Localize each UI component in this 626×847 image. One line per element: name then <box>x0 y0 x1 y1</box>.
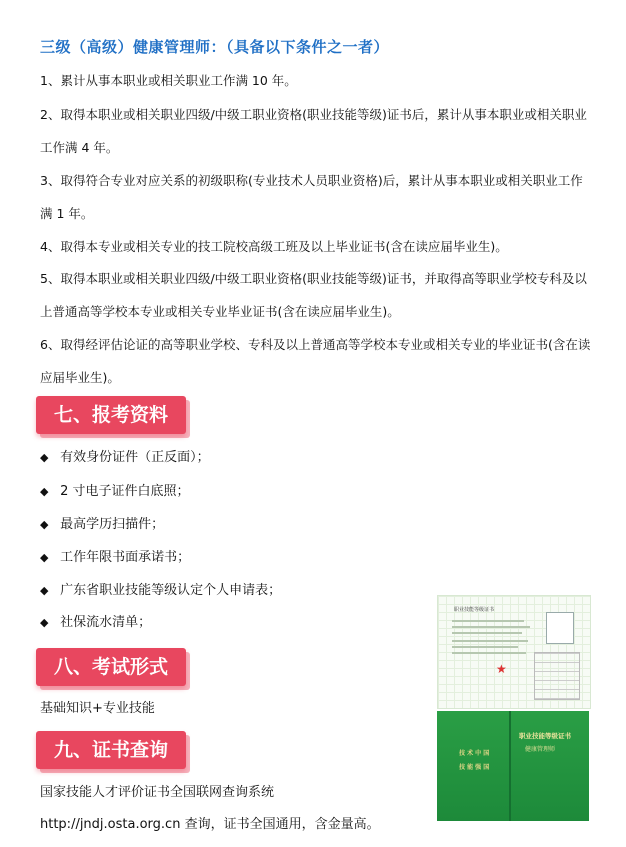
list-item: ◆ 社保流水清单； <box>40 613 151 633</box>
certificate-cover-title: 职业技能等级证书 <box>519 732 571 740</box>
list-item: ◆ 工作年限书面承诺书； <box>40 548 190 568</box>
list-item: ◆ 有效身份证件（正反面）； <box>40 448 210 468</box>
section9-banner: 九、证书查询 <box>36 731 186 769</box>
certificate-inner-image <box>437 595 591 709</box>
condition-3: 3、取得符合专业对应关系的初级职称(专业技术人员职业资格)后，累计从事本职业或相关职业工作满 1 年。 <box>40 173 583 221</box>
diamond-bullet-icon: ◆ <box>40 584 49 597</box>
condition-4: 4、取得本专业或相关专业的技工院校高级工班及以上毕业证书(含在读应届毕业生)。 <box>40 239 508 254</box>
diamond-bullet-icon: ◆ <box>40 485 49 498</box>
diamond-bullet-icon: ◆ <box>40 518 49 531</box>
condition-5: 5、取得本职业或相关职业四级/中级工职业资格(职业技能等级)证书，并取得高等职业学校专科及以上普通高等学校本专业或相关专业毕业证书(含在读应届毕业生)。 <box>40 271 587 319</box>
condition-2: 2、取得本职业或相关职业四级/中级工职业资格(职业技能等级)证书后，累计从事本职业或相关职业工作满 4 年。 <box>40 107 587 155</box>
list-item: ◆ 2 寸电子证件白底照； <box>40 482 190 502</box>
seal-star-icon: ★ <box>496 662 507 676</box>
photo-placeholder <box>546 612 574 644</box>
condition-1: 1、累计从事本职业或相关职业工作满 10 年。 <box>40 73 297 88</box>
diamond-bullet-icon: ◆ <box>40 616 49 629</box>
query-url-text: http://jndj.osta.org.cn 查询，证书全国通用，含金量高。 <box>40 817 380 832</box>
diamond-bullet-icon: ◆ <box>40 551 49 564</box>
section-heading: 三级（高级）健康管理师：（具备以下条件之一者） <box>40 38 390 56</box>
exam-format-text: 基础知识+专业技能 <box>40 701 155 716</box>
query-system-text: 国家技能人才评价证书全国联网查询系统 <box>40 785 275 800</box>
certificate-cover-image: 技 术 中 国 技 能 强 国 职业技能等级证书 健康管理师 <box>437 711 589 821</box>
section7-banner: 七、报考资料 <box>36 396 186 434</box>
list-item: ◆ 最高学历扫描件； <box>40 515 164 535</box>
condition-6: 6、取得经评估论证的高等职业学校、专科及以上普通高等学校本专业或相关专业的毕业证书(含在读应届毕业生)。 <box>40 337 591 385</box>
info-grid <box>534 652 580 700</box>
section8-banner: 八、考试形式 <box>36 648 186 686</box>
certificate-inner-title: 职业技能等级证书 <box>454 607 495 613</box>
list-item: ◆ 广东省职业技能等级认定个人申请表； <box>40 581 281 601</box>
certificate-cover-subtitle: 健康管理师 <box>525 746 556 753</box>
diamond-bullet-icon: ◆ <box>40 451 49 464</box>
